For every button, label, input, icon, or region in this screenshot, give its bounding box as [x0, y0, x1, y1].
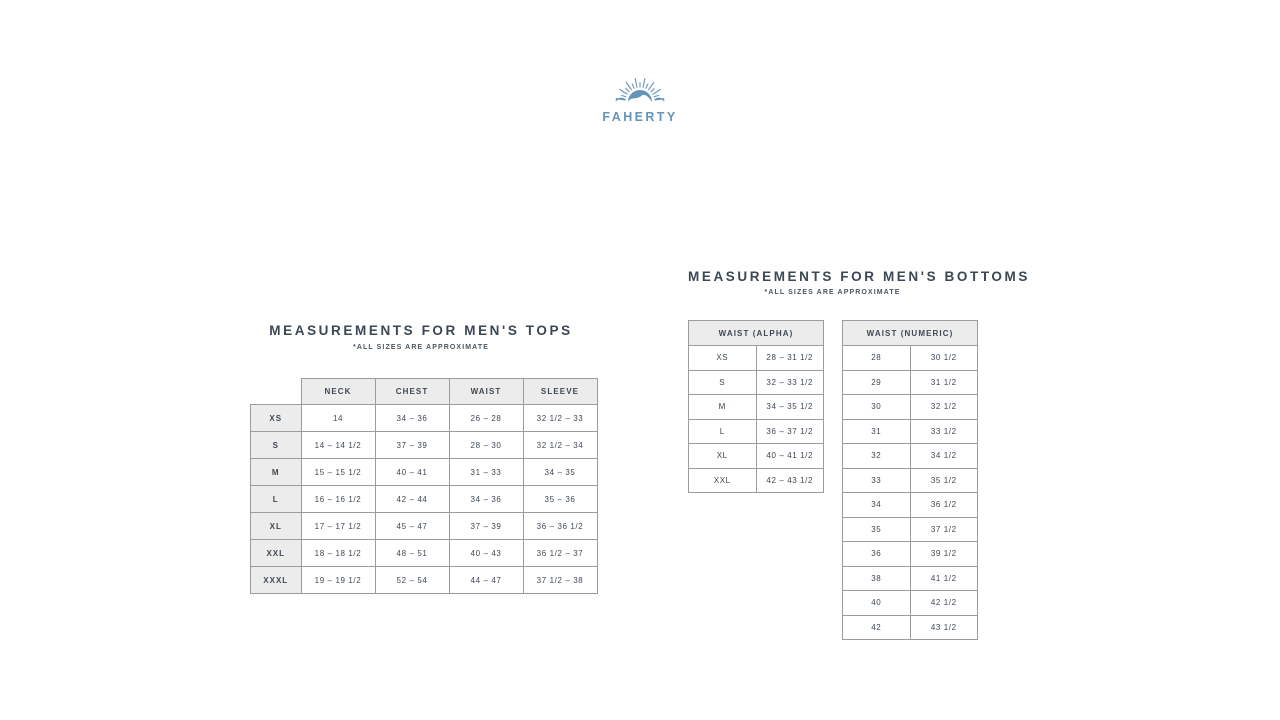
- row-label-cell: XXL: [251, 540, 302, 567]
- value-cell: 40 – 43: [449, 540, 523, 567]
- value-cell: 36 – 37 1/2: [756, 419, 824, 444]
- table-row: [843, 615, 978, 640]
- table-row: [843, 493, 978, 518]
- value-cell: 36 – 36 1/2: [523, 513, 597, 540]
- sun-ray: [643, 79, 645, 88]
- table-header-cell: WAIST (NUMERIC): [843, 321, 978, 346]
- row-label-cell: 30: [843, 395, 911, 420]
- value-cell: 18 – 18 1/2: [301, 540, 375, 567]
- value-cell: 40 – 41 1/2: [756, 444, 824, 469]
- row-label-cell: XS: [689, 346, 757, 371]
- column-header-cell: WAIST: [449, 379, 523, 405]
- brand-wordmark: FAHERTY: [602, 110, 678, 124]
- row-label-cell: 31: [843, 419, 911, 444]
- table-row: [843, 346, 978, 371]
- tops-table-body: [251, 405, 598, 594]
- value-cell: 16 – 16 1/2: [301, 486, 375, 513]
- table-row: [251, 567, 598, 594]
- tops-section-subtitle: *ALL SIZES ARE APPROXIMATE: [353, 344, 489, 351]
- table-row: [251, 540, 598, 567]
- value-cell: 28 – 31 1/2: [756, 346, 824, 371]
- row-label-cell: 38: [843, 566, 911, 591]
- value-cell: 42 – 43 1/2: [756, 468, 824, 493]
- value-cell: 52 – 54: [375, 567, 449, 594]
- alpha-table-body: [689, 346, 824, 493]
- value-cell: 39 1/2: [910, 542, 978, 567]
- table-row: [689, 419, 824, 444]
- value-cell: 48 – 51: [375, 540, 449, 567]
- row-label-cell: 40: [843, 591, 911, 616]
- value-cell: 26 – 28: [449, 405, 523, 432]
- table-row: [689, 346, 824, 371]
- value-cell: 37 – 39: [449, 513, 523, 540]
- row-label-cell: 28: [843, 346, 911, 371]
- row-label-cell: 36: [843, 542, 911, 567]
- row-label-cell: 35: [843, 517, 911, 542]
- sun-ray: [635, 79, 637, 88]
- column-header-cell: SLEEVE: [523, 379, 597, 405]
- sun-ray: [653, 90, 661, 95]
- bottoms-waist-numeric-table: [842, 320, 978, 640]
- table-row: [843, 444, 978, 469]
- value-cell: 14 – 14 1/2: [301, 432, 375, 459]
- value-cell: 30 1/2: [910, 346, 978, 371]
- value-cell: 34 1/2: [910, 444, 978, 469]
- value-cell: 35 1/2: [910, 468, 978, 493]
- column-header-cell: NECK: [301, 379, 375, 405]
- row-label-cell: S: [251, 432, 302, 459]
- value-cell: 43 1/2: [910, 615, 978, 640]
- value-cell: 33 1/2: [910, 419, 978, 444]
- value-cell: 19 – 19 1/2: [301, 567, 375, 594]
- bottoms-waist-alpha-table: [688, 320, 824, 493]
- value-cell: 42 1/2: [910, 591, 978, 616]
- tops-section-title: MEASUREMENTS FOR MEN'S TOPS: [269, 323, 573, 338]
- row-label-cell: L: [251, 486, 302, 513]
- numeric-table-head: [843, 321, 978, 346]
- table-row: [843, 419, 978, 444]
- sun-ray: [649, 82, 654, 89]
- table-row: [843, 517, 978, 542]
- value-cell: 42 – 44: [375, 486, 449, 513]
- value-cell: 37 1/2 – 38: [523, 567, 597, 594]
- row-label-cell: 34: [843, 493, 911, 518]
- value-cell: 17 – 17 1/2: [301, 513, 375, 540]
- tops-size-table: [250, 378, 598, 594]
- value-cell: 14: [301, 405, 375, 432]
- row-label-cell: 33: [843, 468, 911, 493]
- row-label-cell: XL: [251, 513, 302, 540]
- table-row: [843, 542, 978, 567]
- row-label-cell: 32: [843, 444, 911, 469]
- row-label-cell: 29: [843, 370, 911, 395]
- value-cell: 31 1/2: [910, 370, 978, 395]
- value-cell: 34 – 35: [523, 459, 597, 486]
- table-row: [251, 513, 598, 540]
- corner-cell: [251, 379, 302, 405]
- row-label-cell: XXXL: [251, 567, 302, 594]
- sun-ray: [622, 95, 626, 97]
- sun-ray: [626, 89, 629, 92]
- value-cell: 28 – 30: [449, 432, 523, 459]
- value-cell: 31 – 33: [449, 459, 523, 486]
- sun-ray: [620, 89, 628, 94]
- value-cell: 35 – 36: [523, 486, 597, 513]
- row-label-cell: M: [689, 395, 757, 420]
- faherty-logo: [593, 72, 687, 128]
- value-cell: 32 1/2: [910, 395, 978, 420]
- value-cell: 15 – 15 1/2: [301, 459, 375, 486]
- value-cell: 34 – 36: [375, 405, 449, 432]
- table-row: [251, 432, 598, 459]
- row-label-cell: M: [251, 459, 302, 486]
- tops-table-head: [251, 379, 598, 405]
- table-header-cell: WAIST (ALPHA): [689, 321, 824, 346]
- column-header-cell: CHEST: [375, 379, 449, 405]
- value-cell: 41 1/2: [910, 566, 978, 591]
- table-row: [843, 370, 978, 395]
- row-label-cell: S: [689, 370, 757, 395]
- sun-ray: [632, 84, 634, 88]
- value-cell: 37 – 39: [375, 432, 449, 459]
- row-label-cell: XS: [251, 405, 302, 432]
- table-row: [689, 444, 824, 469]
- table-row: [251, 459, 598, 486]
- sun-ray: [626, 82, 631, 89]
- value-cell: 36 1/2: [910, 493, 978, 518]
- value-cell: 34 – 35 1/2: [756, 395, 824, 420]
- table-row: [843, 468, 978, 493]
- table-row: [689, 468, 824, 493]
- value-cell: 40 – 41: [375, 459, 449, 486]
- row-label-cell: L: [689, 419, 757, 444]
- value-cell: 34 – 36: [449, 486, 523, 513]
- sun-rays-over-wave-icon: [593, 72, 687, 128]
- alpha-table-head: [689, 321, 824, 346]
- value-cell: 44 – 47: [449, 567, 523, 594]
- value-cell: 32 – 33 1/2: [756, 370, 824, 395]
- sun-ray: [646, 84, 648, 88]
- bottoms-section-title: MEASUREMENTS FOR MEN'S BOTTOMS: [688, 269, 1030, 284]
- table-row: [251, 405, 598, 432]
- value-cell: 37 1/2: [910, 517, 978, 542]
- row-label-cell: XXL: [689, 468, 757, 493]
- sun-ray: [651, 89, 654, 92]
- table-row: [689, 395, 824, 420]
- value-cell: 36 1/2 – 37: [523, 540, 597, 567]
- numeric-table-body: [843, 346, 978, 640]
- row-label-cell: XL: [689, 444, 757, 469]
- table-row: [843, 591, 978, 616]
- table-row: [843, 395, 978, 420]
- bottoms-section-subtitle: *ALL SIZES ARE APPROXIMATE: [764, 289, 901, 296]
- table-row: [689, 370, 824, 395]
- value-cell: 32 1/2 – 34: [523, 432, 597, 459]
- row-label-cell: 42: [843, 615, 911, 640]
- sun-ray: [654, 95, 658, 97]
- table-row: [843, 566, 978, 591]
- value-cell: 45 – 47: [375, 513, 449, 540]
- table-row: [251, 486, 598, 513]
- value-cell: 32 1/2 – 33: [523, 405, 597, 432]
